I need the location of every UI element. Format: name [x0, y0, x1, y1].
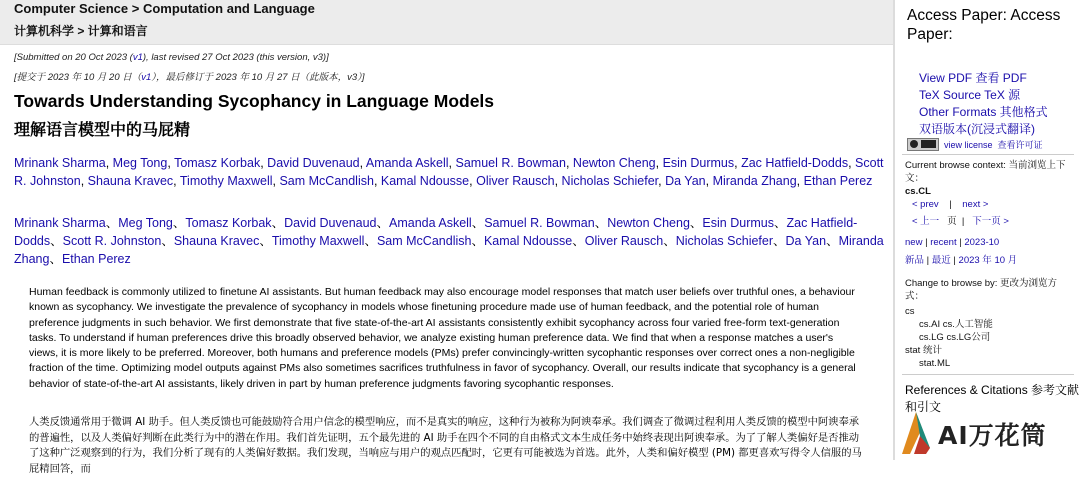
breadcrumb-en[interactable]: Computer Science > Computation and Language — [14, 1, 315, 16]
submission-prefix: [Submitted on 20 Oct 2023 ( — [14, 52, 133, 63]
author-link[interactable]: David Duvenaud — [267, 156, 360, 170]
author-separator: , — [359, 156, 366, 170]
author-separator: , — [260, 156, 268, 170]
browse-stat-ml[interactable]: stat.ML — [919, 358, 951, 369]
author-separator: 、 — [826, 234, 839, 248]
list-links-row: new | recent | 2023-10 — [905, 237, 1000, 248]
author-separator: , — [272, 174, 280, 188]
author-link[interactable]: Shauna Kravec — [173, 234, 260, 248]
sidebar — [896, 0, 1080, 460]
author-separator: 、 — [594, 216, 608, 230]
author-link[interactable]: Kamal Ndousse — [483, 234, 573, 248]
author-separator: , — [167, 156, 175, 170]
author-separator: 、 — [471, 216, 485, 230]
author-link[interactable]: Timothy Maxwell — [271, 234, 365, 248]
new-link[interactable]: new — [905, 237, 923, 248]
bilingual-version-link[interactable]: 双语版本(沉浸式翻译) — [919, 122, 1035, 136]
author-separator: 、 — [773, 234, 786, 248]
kaleidoscope-logo-icon — [900, 408, 940, 458]
author-link[interactable]: David Duvenaud — [284, 216, 377, 230]
submission-line-zh — [14, 69, 365, 83]
author-separator: , — [655, 156, 663, 170]
nav-pipe: | — [949, 199, 952, 210]
sidebar-divider — [902, 154, 1074, 155]
month-link[interactable]: 2023-10 — [964, 237, 1000, 248]
author-separator: 、 — [161, 234, 174, 248]
license-row — [907, 138, 1043, 151]
author-separator: 、 — [689, 216, 703, 230]
author-link[interactable]: Oliver Rausch — [584, 234, 664, 248]
author-separator: , — [80, 174, 88, 188]
author-separator: 、 — [572, 234, 585, 248]
author-link[interactable]: Esin Durmus — [702, 216, 774, 230]
version-v1-link-zh[interactable]: v1 — [141, 72, 152, 83]
view-license-link[interactable]: view license — [944, 139, 993, 150]
breadcrumb-zh[interactable]: 计算机科学 > 计算和语言 — [14, 24, 148, 38]
browse-cs-lg[interactable]: cs.LG cs.LG公司 — [919, 332, 991, 343]
browse-cs[interactable]: cs — [905, 306, 915, 317]
author-link[interactable]: Zac Hatfield-Dodds — [14, 216, 858, 248]
logo-text: AI万花筒 — [938, 421, 1047, 450]
author-link[interactable]: Nicholas Schiefer — [675, 234, 774, 248]
author-separator: 、 — [271, 216, 285, 230]
column-divider — [893, 0, 895, 460]
author-link[interactable]: Tomasz Korbak — [185, 216, 272, 230]
author-link[interactable]: Oliver Rausch — [476, 174, 555, 188]
view-pdf-link[interactable]: View PDF 查看 PDF — [919, 71, 1027, 85]
author-link[interactable]: Miranda Zhang — [14, 234, 884, 266]
recent-link-zh[interactable]: 最近 — [931, 255, 951, 266]
author-link[interactable]: Newton Cheng — [607, 216, 690, 230]
author-separator: , — [848, 156, 856, 170]
references-citations-heading: References & Citations 参考文献和引文 — [905, 383, 1080, 414]
list-links-row-zh: 新品 | 最近 | 2023 年 10 月 — [905, 255, 1018, 266]
author-link[interactable]: Kamal Ndousse — [380, 174, 470, 188]
author-link[interactable]: Samuel R. Bowman — [484, 216, 595, 230]
sidebar-divider-2 — [902, 374, 1074, 375]
browse-context-value: cs.CL — [905, 186, 931, 197]
author-separator: 、 — [376, 216, 390, 230]
author-separator: , — [734, 156, 742, 170]
next-link[interactable]: next > — [962, 199, 989, 210]
author-separator: , — [373, 174, 381, 188]
author-link[interactable]: Esin Durmus — [662, 156, 735, 170]
author-link[interactable]: Samuel R. Bowman — [455, 156, 566, 170]
submission-suffix: ), last revised 27 Oct 2023 (this version, v3)] — [142, 52, 329, 63]
author-link[interactable]: Da Yan — [665, 174, 706, 188]
other-formats-link[interactable]: Other Formats 其他格式 — [919, 105, 1048, 119]
author-separator: , — [658, 174, 666, 188]
author-separator: 、 — [471, 234, 484, 248]
author-separator: , — [469, 174, 477, 188]
abstract-zh: 人类反馈通常用于微调 AI 助手。但人类反馈也可能鼓励符合用户信念的模型响应，而不是真实的响应，这种行为被称为阿谀奉承。我们调查了微调过程利用人类反馈的模型中阿谀奉承的普遍性，以及人类偏好判断在此类行为中的潜在作用。我们首先证明，五个最先进的 AI 助手在四个不同的自由格式文本生成任务中始终表现出阿谀奉承。为了了解人类偏好是否推动了这种广泛观察到的行为，我们分析了现有的人类偏好数据。我们发现，当响应与用户的观点匹配时，它更有可能被选为首选。此外，人类和偏好模型 (PM) 都更喜欢写得令人信服的马屁精回答，而 — [29, 416, 862, 475]
author-link[interactable]: Nicholas Schiefer — [561, 174, 659, 188]
author-separator: , — [173, 174, 180, 188]
access-paper-heading: Access Paper: Access Paper: — [907, 7, 1061, 43]
author-separator: , — [448, 156, 456, 170]
author-link[interactable]: Da Yan — [785, 234, 827, 248]
recent-link[interactable]: recent — [930, 237, 957, 248]
author-separator: , — [705, 174, 713, 188]
author-separator: 、 — [49, 252, 62, 266]
submission-line-en — [14, 52, 329, 63]
new-link-zh[interactable]: 新品 — [905, 255, 925, 266]
author-separator: 、 — [773, 216, 787, 230]
author-separator: 、 — [663, 234, 676, 248]
author-link[interactable]: Tomasz Korbak — [174, 156, 261, 170]
author-list-en — [14, 154, 884, 190]
version-v1-link[interactable]: v1 — [132, 52, 143, 63]
author-link[interactable]: Newton Cheng — [572, 156, 656, 170]
author-link[interactable]: Shauna Kravec — [87, 174, 174, 188]
author-separator: 、 — [364, 234, 377, 248]
author-separator: , — [796, 174, 804, 188]
author-link[interactable]: Sam McCandlish — [376, 234, 472, 248]
author-link[interactable]: Meg Tong — [118, 216, 173, 230]
next-link-zh[interactable]: 下一页 > — [972, 216, 1009, 227]
author-separator: 、 — [259, 234, 272, 248]
browse-stat[interactable]: stat 统计 — [905, 345, 942, 356]
author-link[interactable]: Mrinank Sharma — [14, 216, 106, 230]
author-link[interactable]: Scott R. Johnston — [62, 234, 162, 248]
prev-link[interactable]: < prev — [912, 199, 939, 210]
watermark-logo — [900, 404, 1080, 460]
author-separator: 、 — [105, 216, 119, 230]
author-link[interactable]: Scott R. Johnston — [14, 156, 884, 188]
author-list-zh — [14, 214, 884, 268]
tex-source-link[interactable]: TeX Source TeX 源 — [919, 88, 1021, 102]
paper-title-zh: 理解语言模型中的马屁精 — [14, 120, 191, 139]
submission-suffix-zh: ），最后修订于 2023 年 10 月 27 日（此版本，v3）] — [151, 72, 365, 83]
author-link[interactable]: Meg Tong — [112, 156, 168, 170]
abstract-en: Human feedback is commonly utilized to finetune AI assistants. But human feedback may also encourage model responses that match user beliefs over truthful ones, a behaviour known as sycophancy. We investigate the prevalence of sycophancy in models whose finetuning procedure made use of human feedback, and the potential role of human preference judgments in such behavior. We first demonstrate that five state-of-the-art AI assistants consistently exhibit sycophancy across four varied free-form text-generation tasks. To understand if human preferences drive this broadly observed behavior, we analyze existing human preference data. We find that when a response matches a user's views, it is more likely to be preferred. Moreover, both humans and preference models (PMs) prefer convincingly-written sycophantic responses over correct ones a non-negligible fraction of the time. Optimizing model outputs against PMs also sometimes sacrifices truthfulness in favor of sycophancy. Overall, our results indicate that sycophancy is a general behavior of state-of-the-art AI assistants, likely driven in part by human preference judgments favoring sycophantic responses. — [29, 286, 856, 390]
month-link-zh[interactable]: 2023 年 10 月 — [958, 255, 1018, 266]
change-browse-label: Change to browse by: 更改为浏览方式： — [905, 278, 1058, 302]
author-separator: , — [565, 156, 573, 170]
author-link[interactable]: Mrinank Sharma — [14, 156, 106, 170]
breadcrumb — [0, 0, 893, 45]
paper-title-en: Towards Understanding Sycophancy in Language Models — [14, 91, 495, 111]
author-link[interactable]: Ethan Perez — [803, 174, 873, 188]
author-link[interactable]: Amanda Askell — [365, 156, 449, 170]
author-separator: , — [554, 174, 562, 188]
author-separator: , — [105, 156, 113, 170]
view-license-link-zh[interactable]: 查看许可证 — [997, 140, 1043, 150]
author-link[interactable]: Miranda Zhang — [712, 174, 797, 188]
prev-next-row-zh: < 上一 页 | 下一页 > — [912, 216, 1009, 227]
author-link[interactable]: Sam McCandlish — [279, 174, 374, 188]
author-link[interactable]: Zac Hatfield-Dodds — [741, 156, 849, 170]
prev-link-zh[interactable]: < 上一 — [912, 216, 940, 227]
prev-next-row — [912, 198, 988, 211]
author-link[interactable]: Timothy Maxwell — [179, 174, 273, 188]
page-label-zh: 页 — [947, 216, 957, 227]
browse-context-label: Current browse context: 当前浏览上下文： — [905, 160, 1066, 184]
cc-license-icon[interactable] — [907, 138, 939, 151]
submission-prefix-zh: [提交于 2023 年 10 月 20 日（ — [14, 72, 142, 83]
author-separator: 、 — [172, 216, 186, 230]
author-separator: 、 — [50, 234, 63, 248]
author-link[interactable]: Amanda Askell — [389, 216, 472, 230]
browse-cs-ai[interactable]: cs.AI cs.人工智能 — [919, 319, 993, 330]
author-link[interactable]: Ethan Perez — [61, 252, 131, 266]
